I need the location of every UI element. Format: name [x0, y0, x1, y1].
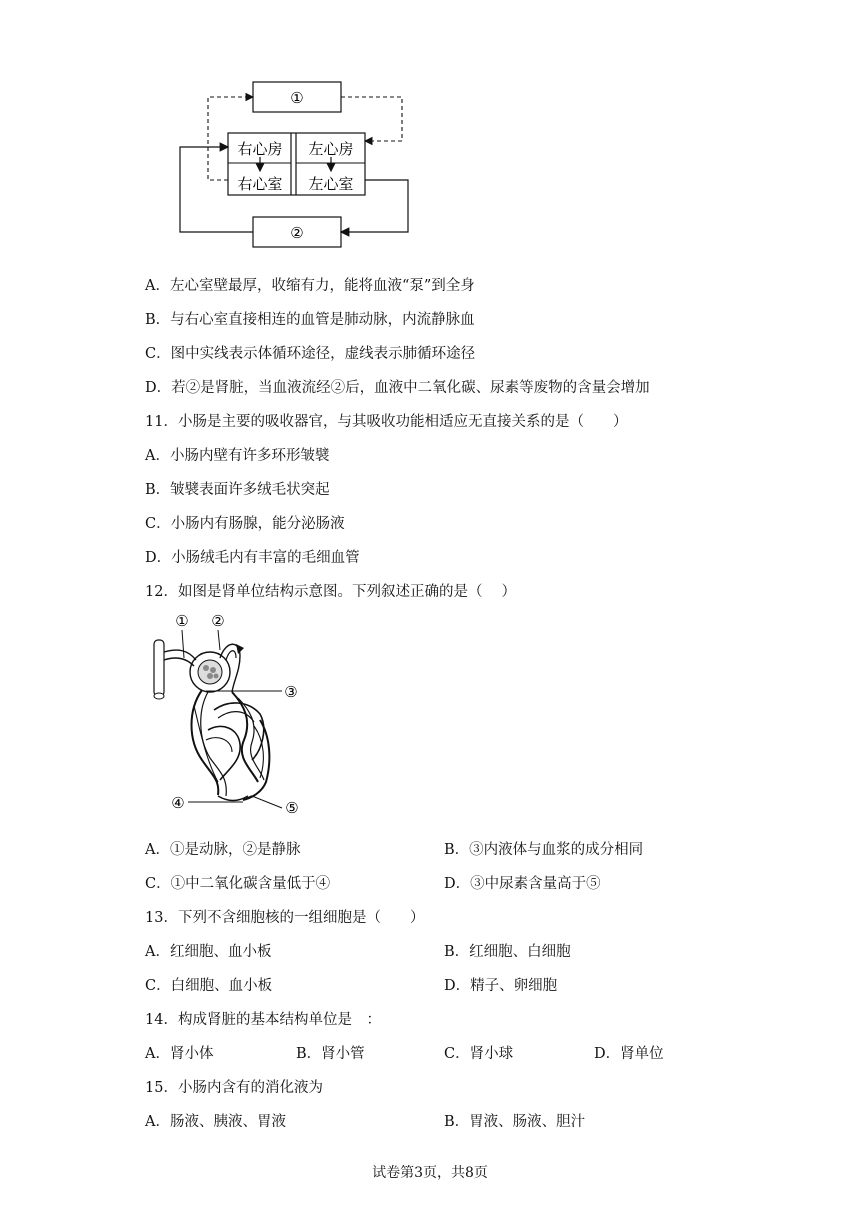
right-ventricle-label: 右心室 [237, 175, 283, 193]
q15-option-b: B．胃液、肠液、胆汁 [444, 1114, 586, 1130]
q15-option-a: A．肠液、胰液、胃液 [145, 1114, 286, 1130]
nephron-label-1: ① [175, 612, 189, 630]
q10-option-b: B．与右心室直接相连的血管是肺动脉，内流静脉血 [145, 312, 475, 328]
q13-option-c: C．白细胞、血小板 [145, 978, 273, 994]
q13-option-a: A．红细胞、血小板 [145, 944, 272, 960]
q14-option-d: D．肾单位 [594, 1046, 664, 1062]
q12-option-b: B．③内液体与血浆的成分相同 [444, 842, 644, 858]
q12-option-c: C．①中二氧化碳含量低于④ [145, 876, 331, 892]
left-atrium-label: 左心房 [308, 140, 354, 158]
q10-option-a: A．左心室壁最厚，收缩有力，能将血液“泵”到全身 [145, 278, 475, 294]
q14-option-c: C．肾小球 [444, 1046, 514, 1062]
nephron-diagram [148, 610, 318, 820]
q10-option-c: C．图中实线表示体循环途径，虚线表示肺循环途径 [145, 346, 476, 362]
q12-option-d: D．③中尿素含量高于⑤ [444, 876, 601, 892]
q13-option-b: B．红细胞、白细胞 [444, 944, 571, 960]
q14-stem: 14．构成肾脏的基本结构单位是 ： [145, 1012, 381, 1028]
circulation-diagram [170, 75, 420, 255]
right-atrium-label: 右心房 [237, 140, 283, 158]
q11-option-c: C．小肠内有肠腺，能分泌肠液 [145, 516, 345, 532]
nephron-label-5: ⑤ [285, 799, 299, 817]
box-1-label: ① [290, 89, 304, 107]
q14-option-b: B．肾小管 [296, 1046, 365, 1062]
q12-stem: 12．如图是肾单位结构示意图。下列叙述正确的是（ ） [145, 584, 517, 600]
q10-option-d: D．若②是肾脏，当血液流经②后，血液中二氧化碳、尿素等废物的含量会增加 [145, 380, 650, 396]
q12-option-a: A．①是动脉，②是静脉 [145, 842, 301, 858]
q15-stem: 15．小肠内含有的消化液为 [145, 1080, 323, 1096]
q11-stem: 11．小肠是主要的吸收器官，与其吸收功能相适应无直接关系的是（ ） [145, 414, 628, 430]
nephron-label-4: ④ [171, 794, 185, 812]
nephron-label-2: ② [211, 612, 225, 630]
q13-stem: 13．下列不含细胞核的一组细胞是（ ） [145, 910, 425, 926]
left-ventricle-label: 左心室 [308, 175, 354, 193]
q11-option-d: D．小肠绒毛内有丰富的毛细血管 [145, 550, 360, 566]
q11-option-b: B．皱襞表面许多绒毛状突起 [145, 482, 330, 498]
q13-option-d: D．精子、卵细胞 [444, 978, 558, 994]
nephron-label-3: ③ [284, 683, 298, 701]
q14-option-a: A．肾小体 [145, 1046, 214, 1062]
box-2-label: ② [290, 224, 304, 242]
page-footer: 试卷第3页，共8页 [372, 1165, 488, 1181]
q11-option-a: A．小肠内壁有许多环形皱襞 [145, 448, 330, 464]
